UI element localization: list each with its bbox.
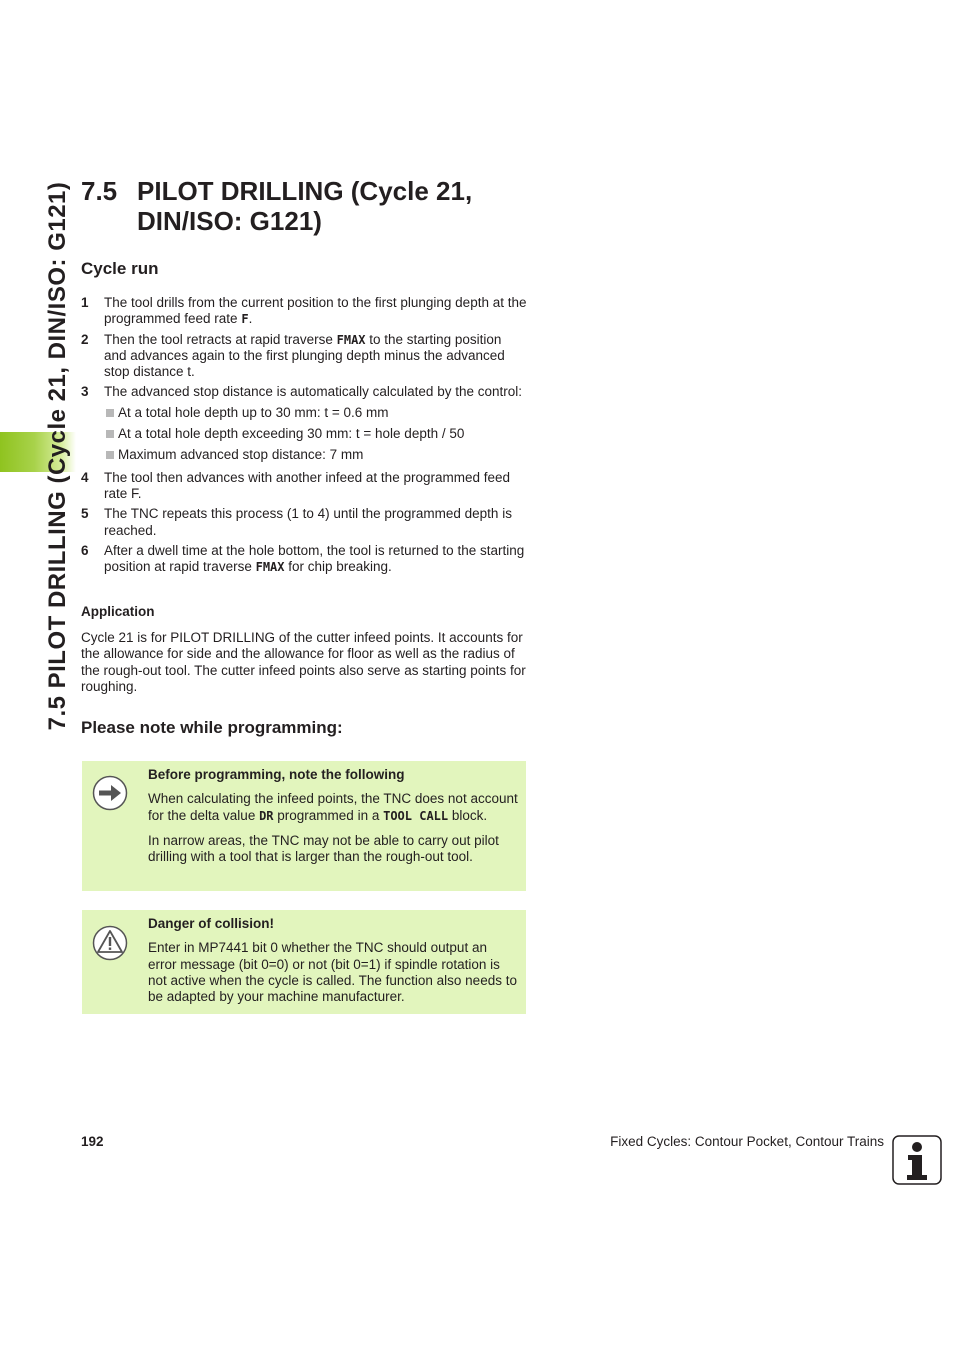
step-3	[81, 384, 527, 463]
step-text: The TNC repeats this process (1 to 4) until the programmed depth is reached.	[104, 506, 512, 538]
step-text: After a dwell time at the hole bottom, the tool is returned to the starting position at rapid traverse	[104, 542, 525, 575]
step-4	[81, 470, 527, 503]
chapter-title-line1: PILOT DRILLING (Cycle 21,	[137, 176, 473, 206]
note-content	[148, 767, 518, 874]
application-heading: Application	[81, 604, 155, 619]
note-box-danger-collision	[82, 910, 526, 1014]
stop-distance-list	[104, 405, 527, 464]
note-text: When calculating the infeed points, the TNC does not account for the delta value	[148, 791, 518, 823]
step-number: 2	[81, 331, 89, 347]
note-title: Danger of collision!	[148, 916, 275, 931]
note-paragraph: Enter in MP7441 bit 0 whether the TNC should output an error message (bit 0=0) or not (bit 0=1) if spindle rotation is not active when the cycle is called. The function also needs to be adapted by your machine manufacturer.	[148, 940, 517, 1005]
bullet-square-icon	[106, 430, 114, 438]
chapter-number: 7.5	[81, 176, 118, 206]
note-title: Before programming, note the following	[148, 767, 405, 782]
step-number: 3	[81, 384, 89, 400]
list-item-text: At a total hole depth exceeding 30 mm: t = hole depth / 50	[118, 426, 465, 442]
step-number: 6	[81, 542, 89, 558]
page-number: 192	[81, 1134, 104, 1149]
code-fmax: FMAX	[336, 332, 366, 347]
info-icon	[892, 1135, 942, 1185]
warning-icon	[92, 925, 128, 961]
bullet-square-icon	[106, 451, 114, 459]
step-number: 5	[81, 506, 89, 522]
step-1	[81, 295, 527, 328]
cycle-run-heading: Cycle run	[81, 259, 159, 278]
step-text-end: to the starting position and advances again to the first plunging depth minus the advanced stop distance t.	[104, 331, 505, 380]
note-content	[148, 916, 518, 1014]
application-text: Cycle 21 is for PILOT DRILLING of the cutter infeed points. It accounts for the allowance for side and the allowance for floor as well as the radius of the rough-out tool. The cutter infeed points also serve as starting points for roughing.	[81, 630, 526, 694]
step-text: The advanced stop distance is automatically calculated by the control:	[104, 384, 522, 400]
step-text-end: for chip breaking.	[284, 559, 392, 575]
step-5	[81, 506, 527, 539]
code-tool-call: TOOL CALL	[383, 808, 449, 823]
bullet-square-icon	[106, 409, 114, 417]
list-item-text: At a total hole depth up to 30 mm: t = 0.6 mm	[118, 404, 389, 420]
list-item-text: Maximum advanced stop distance: 7 mm	[118, 447, 364, 463]
list-item	[104, 447, 527, 463]
code-f: F	[241, 312, 249, 327]
note-paragraph: In narrow areas, the TNC may not be able to carry out pilot drilling with a tool that is larger than the rough-out tool.	[148, 832, 499, 865]
footer-book-title: Fixed Cycles: Contour Pocket, Contour Trains	[610, 1134, 884, 1149]
note-text: programmed in a	[273, 807, 384, 823]
list-item	[104, 405, 527, 421]
step-text: The tool then advances with another infeed at the programmed feed rate F.	[104, 469, 511, 501]
chapter-title	[137, 176, 557, 236]
note-box-before-programming	[82, 761, 526, 891]
side-chapter-title: 7.5 PILOT DRILLING (Cycle 21, DIN/ISO: G121)	[44, 181, 71, 731]
note-text: block.	[448, 807, 488, 823]
step-text: Then the tool retracts at rapid traverse	[104, 331, 337, 347]
code-fmax: FMAX	[255, 560, 285, 575]
step-text: The tool drills from the current position to the first plunging depth at the programmed feed rate	[104, 295, 527, 327]
step-6	[81, 543, 527, 576]
code-dr: DR	[259, 808, 274, 823]
programming-notes-heading: Please note while programming:	[81, 718, 343, 737]
note-paragraph	[148, 791, 518, 824]
step-number: 4	[81, 469, 89, 485]
step-text-end: .	[248, 311, 253, 327]
list-item	[104, 426, 527, 442]
step-2	[81, 332, 527, 381]
cycle-run-steps	[81, 295, 527, 579]
arrow-right-icon	[92, 775, 128, 811]
chapter-title-line2: DIN/ISO: G121)	[137, 206, 322, 236]
step-number: 1	[81, 295, 89, 310]
